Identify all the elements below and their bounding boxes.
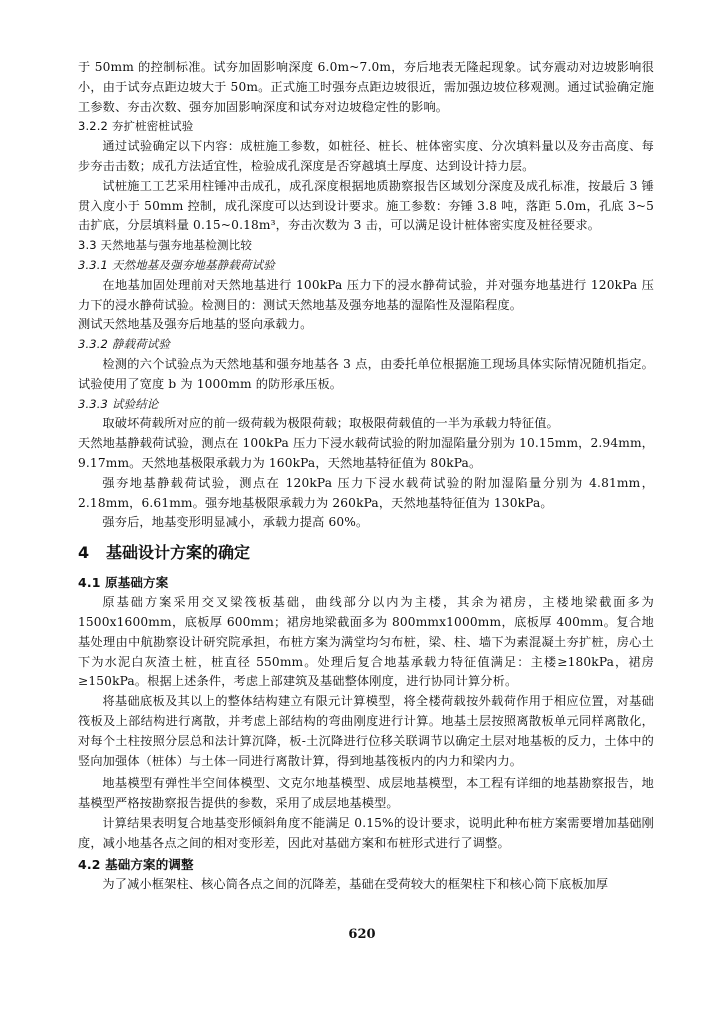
- paragraph-4-2-a: 为了减小框架柱、核心筒各点之间的沉降差，基础在受荷较大的框架柱下和核心筒下底板加厚: [102, 877, 609, 892]
- heading-4-title: 基础设计方案的确定: [106, 543, 251, 563]
- heading-4: [78, 541, 654, 565]
- paragraph-continuation: 于 50mm 的控制标准。试夯加固影响深度 6.0m~7.0m，夯后地表无隆起现象。试夯震动对边坡影响很小，由于试夯点距边坡大于 50m。正式施工时强夯点距边坡很近，需加强边坡位移观测。通过试验确定施工参数、夯击次数、强夯加固影响深度和试夯对边坡稳定性的影响。: [78, 60, 654, 114]
- heading-3-3-3: 3.3.3 试验结论: [78, 396, 159, 411]
- heading-3-3-1: 3.3.1 天然地基及强夯地基静载荷试验: [78, 257, 275, 272]
- paragraph-4-1-c: 地基模型有弹性半空间体模型、文克尔地基模型、成层地基模型，本工程有详细的地基勘察报告，地基模型严格按勘察报告提供的参数，采用了成层地基模型。: [78, 776, 654, 811]
- paragraph-3-3-3-b: 天然地基静载荷试验，测点在 100kPa 压力下浸水载荷试验的附加湿陷量分别为 10.15mm，2.94mm，9.17mm。天然地基极限承载力为 160kPa，天然地基特征值为 80kPa。: [78, 436, 654, 470]
- paragraph-3-2-2-a: 通过试验确定以下内容：成桩施工参数，如桩径、桩长、桩体密实度、分次填料量以及夯击高度、每步夯击击数；成孔方法适宜性，检验成孔深度是否穿越填土厚度、达到设计持力层。: [78, 139, 654, 173]
- paragraph-4-1-d: 计算结果表明复合地基变形倾斜角度不能满足 0.15%的设计要求，说明此种布桩方案需要增加基础刚度，减小地基各点之间的相对变形差，因此对基础方案和布桩形式进行了调整。: [78, 815, 654, 850]
- paragraph-4-1-a: 原基础方案采用交叉梁筏板基础，曲线部分以内为主楼，其余为裙房，主楼地梁截面多为 1500x1600mm，底板厚 600mm；裙房地梁截面多为 800mmx1000mm，底板厚 400mm。复合地基处理由中航勘察设计研究院承担，布桩方案为满堂均匀布桩，梁、柱、墙下为素混凝土夯扩桩，房心土下为水泥白灰渣土桩，桩直径 550mm。处理后复合地基承载力特征值满足：主楼≥180kPa，裙房≥150kPa。根据上述条件，考虑上部建筑及基础整体刚度，进行协同计算分析。: [78, 595, 654, 689]
- heading-4-1: 4.1 原基础方案: [78, 575, 169, 591]
- paragraph-3-2-2-b: 试桩施工工艺采用柱锤冲击成孔，成孔深度根据地质勘察报告区域划分深度及成孔标准，按最后 3 锤贯入度小于 50mm 控制，成孔深度可以达到设计要求。施工参数：夯锤 3.8 吨，落距 5.0m，孔底 3~5 击扩底，分层填料量 0.15~0.18m³，夯击次数为 3 击，可以满足设计桩体密实度及桩径要求。: [78, 178, 654, 233]
- heading-4-2: 4.2 基础方案的调整: [78, 857, 194, 873]
- heading-3-3-2: 3.3.2 静载荷试验: [78, 337, 171, 352]
- page-number: 620: [348, 927, 376, 942]
- paragraph-4-1-b: 将基础底板及其以上的整体结构建立有限元计算模型，将全楼荷载按外载荷作用于相应位置，对基础筏板及上部结构进行离散，并考虑上部结构的弯曲刚度进行计算。地基土层按照离散板单元同样离散化，对每个土柱按照分层总和法计算沉降，板-土沉降进行位移关联调节以确定土层对地基板的反力，土体中的竖向加强体（桩体）与土体一同进行离散计算，得到地基筏板内的内力和梁内力。: [78, 694, 654, 768]
- paragraph-3-3-3-c: 强夯地基静载荷试验，测点在 120kPa 压力下浸水载荷试验的附加湿陷量分别为 4.81mm，2.18mm，6.61mm。强夯地基极限承载力为 260kPa，天然地基特征值为 130kPa。: [78, 475, 654, 510]
- paragraph-3-3-3-a: 取破坏荷载所对应的前一级荷载为极限荷载；取极限荷载值的一半为承载力特征值。: [102, 416, 559, 431]
- paragraph-3-3-1-b: 测试天然地基及强夯后地基的竖向承载力。: [78, 317, 313, 332]
- paragraph-3-3-2: 检测的六个试验点为天然地基和强夯地基各 3 点，由委托单位根据施工现场具体实际情况随机指定。试验使用了宽度 b 为 1000mm 的防形承压板。: [78, 356, 654, 391]
- heading-4-number: 4: [78, 543, 90, 563]
- heading-3-2-2: 3.2.2 夯扩桩密桩试验: [78, 119, 194, 134]
- paragraph-3-3-1-a: 在地基加固处理前对天然地基进行 100kPa 压力下的浸水静荷试验，并对强夯地基进行 120kPa 压力下的浸水静荷试验。检测目的：测试天然地基及强夯地基的湿陷性及湿陷程度。: [78, 277, 654, 312]
- paragraph-3-3-3-d: 强夯后，地基变形明显减小，承载力提高 60%。: [102, 515, 369, 530]
- body-text: [78, 58, 654, 895]
- heading-3-3: 3.3 天然地基与强夯地基检测比较: [78, 238, 252, 253]
